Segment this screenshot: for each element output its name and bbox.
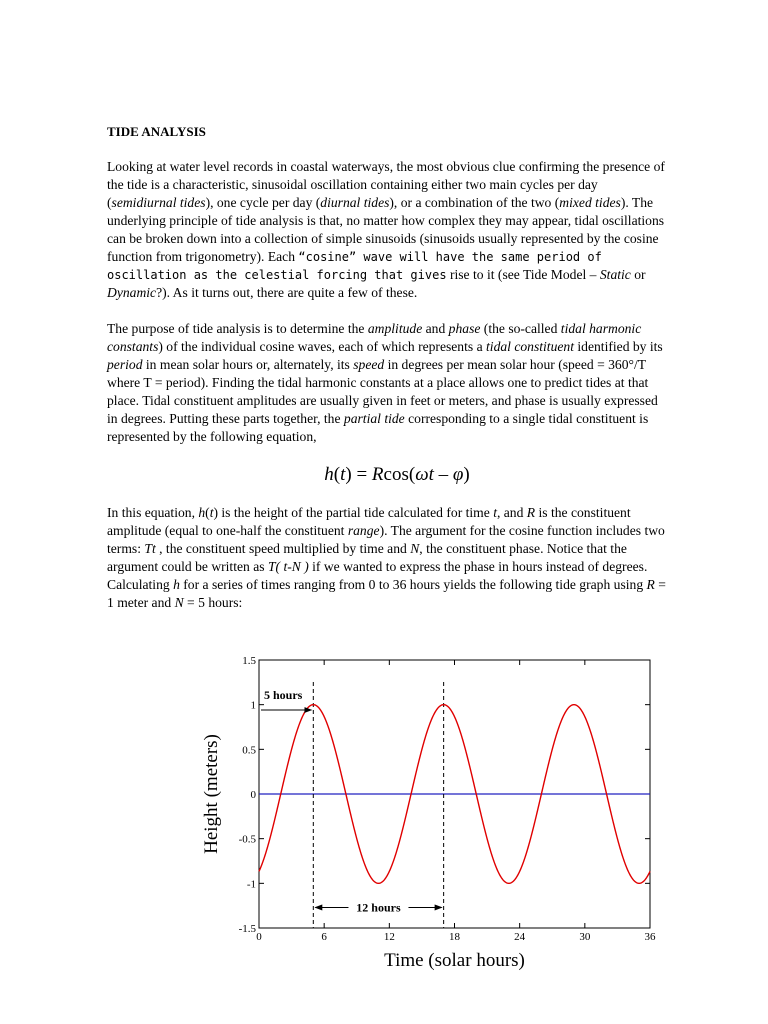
text-run: ) of the individual cosine waves, each of which represents a (158, 339, 487, 354)
paragraph-equation-explanation (107, 504, 667, 612)
text-run: – (433, 464, 453, 485)
text-run: tidal harmonic constants (107, 321, 642, 354)
text-run: Dynamic (107, 285, 157, 300)
text-run: ωt (415, 464, 434, 485)
text-run: ( (333, 464, 341, 485)
text-run: partial tide (343, 411, 405, 426)
text-run: t (340, 464, 346, 485)
text-run: ?). As it turns out, there are quite a few of these. (156, 285, 418, 300)
x-tick-label: 30 (579, 931, 591, 943)
text-run: is the constituent amplitude (equal to one-half the constituent (107, 505, 631, 538)
text-run: phase (448, 321, 481, 336)
text-run: , the constituent speed multiplied by time and (155, 541, 411, 556)
text-run: h (198, 505, 206, 520)
y-axis-label: Height (meters) (201, 734, 222, 854)
text-run: = 1 meter and (107, 577, 666, 610)
text-run: ). The argument for the cosine function includes two terms: (107, 523, 665, 556)
text-run: , and (496, 505, 527, 520)
y-tick-label: -1 (246, 878, 256, 891)
x-tick-label: 0 (256, 931, 262, 943)
tide-graph-svg (195, 656, 665, 976)
text-run: speed (353, 357, 385, 372)
y-tick-label: 0.5 (242, 744, 256, 757)
y-tick-label: -0.5 (238, 833, 256, 846)
text-run: ), one cycle per day ( (205, 195, 321, 210)
y-tick-label: -1.5 (238, 923, 256, 935)
document-page (107, 124, 667, 630)
text-run: mixed tides (559, 195, 621, 210)
text-run: ( (205, 505, 210, 520)
text-run: Tt (144, 541, 156, 556)
text-run: Static (599, 267, 631, 282)
partial-tide-equation (107, 464, 667, 486)
text-run: (the so-called (480, 321, 561, 336)
text-run: in mean solar hours or, alternately, its (142, 357, 354, 372)
text-run: corresponding to a single tidal constituent is represented by the following equation, (107, 411, 649, 444)
x-tick-label: 12 (383, 931, 395, 943)
tide-graph (195, 656, 665, 976)
text-run: = 5 hours: (183, 595, 243, 610)
text-run: t (493, 505, 497, 520)
x-tick-label: 6 (321, 931, 327, 943)
y-tick-label: 0 (250, 789, 256, 801)
document-title: TIDE ANALYSIS (107, 124, 206, 139)
text-run: R (371, 464, 384, 485)
text-run: “cosine” wave will have the same period of oscillation as the celestial forcing that gives (107, 250, 602, 282)
text-run: N (174, 595, 184, 610)
text-run: ). The underlying principle of tide analysis is that, no matter how complex they may appear, tidal oscillations can be broken down into a collection of simple sinusoids (sinusoids usually represented by the cosine function from trigonometry). Each (107, 195, 665, 264)
text-run: identified by its (574, 339, 663, 354)
text-run: h (324, 464, 334, 485)
annotation-label: 5 hours (264, 688, 303, 702)
annotation-label: 12 hours (356, 900, 401, 915)
text-run: range (347, 523, 380, 538)
text-run: ) = (345, 464, 372, 485)
x-axis-label: Time (solar hours) (384, 950, 525, 971)
text-run: cos( (383, 464, 416, 485)
text-run: φ (452, 464, 464, 485)
text-run: tidal constituent (486, 339, 574, 354)
text-run: N (410, 541, 420, 556)
text-run: if we wanted to express the phase in hours instead of degrees. Calculating (107, 559, 648, 592)
text-run: period (107, 357, 143, 372)
y-tick-label: 1.5 (242, 656, 256, 667)
text-run: Looking at water level records in coastal waterways, the most obvious clue confirming the presence of the tide is a characteristic, sinusoidal oscillation containing either two main cycles per day ( (107, 159, 665, 210)
text-run: diurnal tides (320, 195, 390, 210)
text-run: t (209, 505, 214, 520)
text-run: rise to it (see Tide Model – (446, 267, 600, 282)
text-run: T( t-N ) (267, 559, 309, 574)
text-run: In this equation, (107, 505, 199, 520)
y-tick-label: 1 (250, 699, 256, 712)
paragraph-intro (107, 158, 667, 302)
text-run: ), or a combination of the two ( (389, 195, 560, 210)
text-run: , the constituent phase. Notice that the argument could be written as (107, 541, 627, 574)
text-run: R (646, 577, 655, 592)
text-run: semidiurnal tides (111, 195, 206, 210)
text-run: and (422, 321, 449, 336)
text-run: for a series of times ranging from 0 to 36 hours yields the following tide graph using (179, 577, 647, 592)
paragraph-purpose (107, 320, 667, 446)
text-run: or (630, 267, 646, 282)
x-tick-label: 18 (449, 931, 460, 943)
text-run: ) is the height of the partial tide calculated for time (213, 505, 494, 520)
text-run: in degrees per mean solar hour (speed = 360°/T where T = period). Finding the tidal harmonic constants at a place allows one to predict tides at that place. Tidal constituent amplitudes are usually given in feet or meters, and phase is usually expressed in degrees. Putting these parts together, the (107, 357, 658, 426)
text-run: ) (463, 464, 470, 485)
x-tick-label: 24 (514, 931, 526, 943)
text-run: The purpose of tide analysis is to determine the (107, 321, 368, 336)
x-tick-label: 36 (644, 931, 656, 943)
text-run: amplitude (367, 321, 423, 336)
text-run: R (526, 505, 536, 520)
text-run: h (173, 577, 180, 592)
